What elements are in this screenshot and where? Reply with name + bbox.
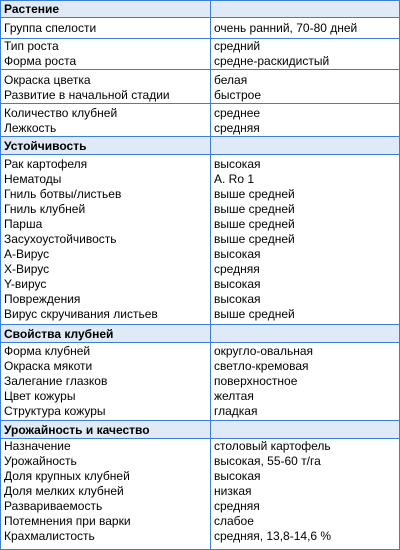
section-title: Урожайность и качество bbox=[4, 423, 150, 437]
property-value: высокая bbox=[214, 157, 261, 171]
section-header-yield-quality bbox=[1, 420, 399, 439]
property-label: А-Вирус bbox=[4, 247, 50, 261]
property-label: Вирус скручивания листьев bbox=[4, 307, 158, 321]
property-label: Развитие в начальной стадии bbox=[4, 88, 170, 102]
property-label: Группа спелости bbox=[4, 21, 97, 35]
property-label: Назначение bbox=[4, 439, 71, 453]
section-title: Растение bbox=[4, 2, 60, 16]
property-label: Нематоды bbox=[4, 172, 62, 186]
property-value: высокая bbox=[214, 292, 261, 306]
property-value: слабое bbox=[214, 514, 254, 528]
property-value: средняя bbox=[214, 499, 260, 513]
property-value: средне-раскидистый bbox=[214, 54, 330, 68]
property-value: выше средней bbox=[214, 217, 295, 231]
property-value: выше средней bbox=[214, 202, 295, 216]
property-label: Доля мелких клубней bbox=[4, 484, 124, 498]
table-group bbox=[1, 70, 399, 104]
property-value: очень ранний, 70-80 дней bbox=[214, 21, 358, 35]
property-label: Количество клубней bbox=[4, 106, 118, 120]
table-group bbox=[1, 18, 399, 39]
table-group bbox=[1, 39, 399, 70]
section-header-plant bbox=[1, 1, 399, 18]
property-label: Цвет кожуры bbox=[4, 389, 76, 403]
property-value: среднее bbox=[214, 106, 261, 120]
property-label: Окраска мякоти bbox=[4, 359, 93, 373]
table-group bbox=[1, 438, 399, 549]
property-value: округло-овальная bbox=[214, 344, 314, 358]
property-value: выше средней bbox=[214, 307, 295, 321]
property-label: Тип роста bbox=[4, 39, 59, 53]
property-label: Гниль ботвы/листьев bbox=[4, 187, 122, 201]
section-header-tuber-properties bbox=[1, 324, 399, 343]
property-label: Рак картофеля bbox=[4, 157, 88, 171]
property-label: Форма клубней bbox=[4, 344, 91, 358]
table-group bbox=[1, 104, 399, 136]
property-value: быстрое bbox=[214, 88, 262, 102]
table-group bbox=[1, 155, 399, 325]
property-value: высокая bbox=[214, 277, 261, 291]
property-value: высокая bbox=[214, 469, 261, 483]
property-label: X-Вирус bbox=[4, 262, 50, 276]
property-value: желтая bbox=[214, 389, 254, 403]
property-label: Залегание глазков bbox=[4, 374, 108, 388]
property-label: Y-вирус bbox=[4, 277, 47, 291]
property-value: выше средней bbox=[214, 187, 295, 201]
section-header-resistance bbox=[1, 136, 399, 155]
property-label: Потемнения при варки bbox=[4, 514, 131, 528]
section-title: Устойчивость bbox=[4, 139, 87, 153]
property-label: Гниль клубней bbox=[4, 202, 86, 216]
property-value: средняя bbox=[214, 262, 260, 276]
table-group bbox=[1, 343, 399, 421]
property-value: высокая bbox=[214, 247, 261, 261]
property-value: A. Ro 1 bbox=[214, 172, 255, 186]
property-label: Структура кожуры bbox=[4, 404, 106, 418]
property-value: гладкая bbox=[214, 404, 258, 418]
property-value: низкая bbox=[214, 484, 252, 498]
property-label: Форма роста bbox=[4, 54, 77, 68]
property-label: Лежкость bbox=[4, 121, 57, 135]
property-value: белая bbox=[214, 73, 248, 87]
property-label: Развариваемость bbox=[4, 499, 103, 513]
property-value: выше средней bbox=[214, 232, 295, 246]
property-label: Крахмалистость bbox=[4, 529, 95, 543]
section-title: Свойства клубней bbox=[4, 327, 114, 341]
property-value: поверхностное bbox=[214, 374, 298, 388]
property-value: светло-кремовая bbox=[214, 359, 309, 373]
property-label: Окраска цветка bbox=[4, 73, 91, 87]
property-label: Парша bbox=[4, 217, 43, 231]
property-value: высокая, 55-60 т/га bbox=[214, 454, 321, 468]
property-label: Урожайность bbox=[4, 454, 77, 468]
property-value: средняя bbox=[214, 121, 260, 135]
property-value: столовый картофель bbox=[214, 439, 331, 453]
property-label: Повреждения bbox=[4, 292, 81, 306]
property-value: средняя, 13,8-14,6 % bbox=[214, 529, 332, 543]
property-value: средний bbox=[214, 39, 261, 53]
property-label: Доля крупных клубней bbox=[4, 469, 130, 483]
property-label: Засухоустойчивость bbox=[4, 232, 117, 246]
